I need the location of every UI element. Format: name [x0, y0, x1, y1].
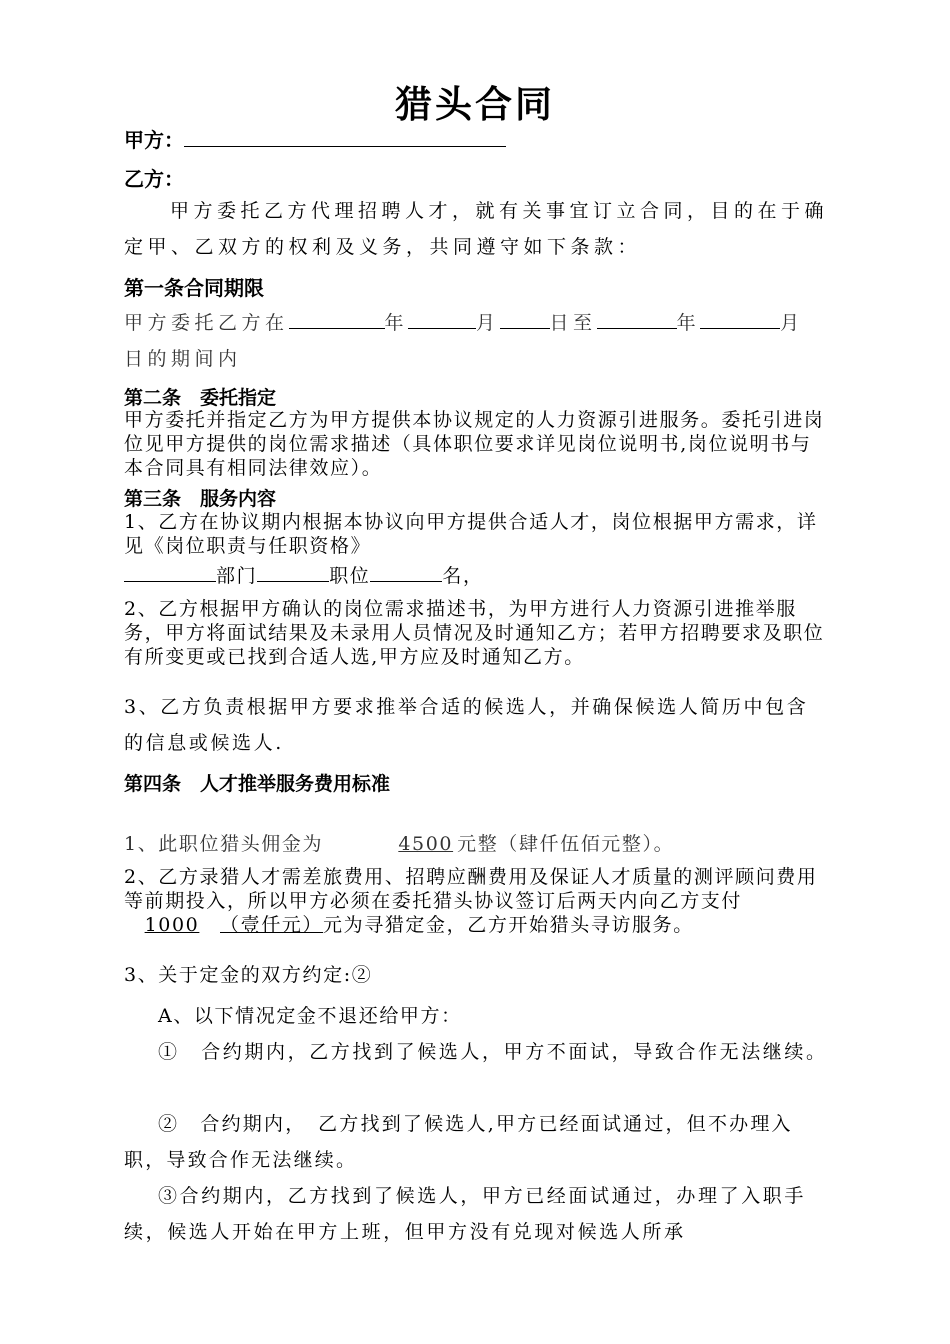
party-a-blank — [184, 125, 506, 147]
article4-case1: ① 合约期内，乙方找到了候选人，甲方不面试，导致合作无法继续。 — [158, 1041, 828, 1063]
article1-day-label: 日至 — [549, 312, 597, 334]
article4-heading: 第四条 人才推举服务费用标准 — [124, 773, 391, 795]
commission-amount: 4500 — [398, 833, 454, 855]
deposit-amount: 1000 — [144, 914, 200, 936]
date-blank — [597, 307, 677, 329]
article3-item2: 2、乙方根据甲方确认的岗位需求描述书，为甲方进行人力资源引进推举服务，甲方将面试结果及未录用人员情况及时通知乙方；若甲方招聘要求及职位有所变更或已找到合适人选,甲方应及时通知乙方。 — [124, 598, 825, 668]
article1-year-label: 年 — [384, 312, 409, 334]
date-blank — [700, 307, 780, 329]
article3-item1: 1、乙方在协议期内根据本协议向甲方提供合适人才，岗位根据甲方需求，详见《岗位职责与任职资格》 — [124, 511, 818, 557]
position-label: 职位 — [329, 565, 371, 587]
party-b-label: 乙方： — [124, 167, 184, 191]
article4-case3: ③合约期内，乙方找到了候选人，甲方已经面试通过，办理了入职手续，候选人开始在甲方上班，但甲方没有兑现对候选人所承 — [124, 1185, 807, 1243]
article3-heading: 第三条 服务内容 — [124, 488, 277, 510]
article2-heading: 第二条 委托指定 — [124, 387, 277, 409]
deposit-prefix: 2、乙方录猎人才需差旅费用、招聘应酬费用及保证人才质量的测评顾问费用等前期投入，所以甲方必须在委托猎头协议签订后两天内向乙方支付 — [124, 866, 818, 912]
article2-body: 甲方委托并指定乙方为甲方提供本协议规定的人力资源引进服务。委托引进岗位见甲方提供的岗位需求描述（具体职位要求详见岗位说明书,岗位说明书与本合同具有相同法律效应）。 — [124, 409, 825, 479]
article4-item3: 3、关于定金的双方约定:② — [124, 964, 373, 986]
commission-prefix: 1、此职位猎头佣金为 — [124, 833, 324, 855]
article3-position-line — [124, 560, 828, 588]
party-a-line — [124, 124, 828, 153]
article3-item3: 3、乙方负责根据甲方要求推举合适的候选人，并确保候选人简历中包含的信息或候选人. — [124, 696, 809, 754]
article4-case2: ② 合约期内， 乙方找到了候选人,甲方已经面试通过，但不办理入职，导致合作无法继续。 — [124, 1113, 793, 1171]
department-blank — [124, 560, 216, 582]
article1-text-start: 甲方委托乙方在 — [124, 312, 289, 334]
article1-month-label: 月 — [780, 312, 804, 334]
party-a-label: 甲方： — [124, 128, 184, 152]
date-blank — [500, 307, 550, 329]
position-blank — [257, 560, 329, 582]
article4-item-a: A、以下情况定金不退还给甲方： — [158, 1005, 462, 1027]
article1-year-label: 年 — [676, 312, 701, 334]
deposit-amount-words: （壹仟元） — [220, 914, 324, 936]
department-label: 部门 — [216, 565, 258, 587]
article4-item2 — [124, 865, 828, 937]
article1-text-end: 日的期间内 — [124, 348, 242, 370]
article1-heading: 第一条合同期限 — [124, 276, 264, 300]
article1-body — [124, 305, 828, 377]
commission-suffix: 元整（肆仟伍佰元整）。 — [457, 833, 675, 855]
count-label: 名， — [442, 565, 484, 587]
deposit-suffix: 元为寻猎定金，乙方开始猎头寻访服务。 — [323, 914, 694, 936]
count-blank — [370, 560, 442, 582]
article4-item1 — [124, 829, 828, 856]
date-blank — [408, 307, 476, 329]
document-title: 猎头合同 — [395, 82, 555, 126]
article1-month-label: 月 — [476, 312, 500, 334]
intro-paragraph: 甲方委托乙方代理招聘人才，就有关事宜订立合同，目的在于确定甲、乙双方的权利及义务，共同遵守如下条款： — [124, 200, 829, 258]
date-blank — [289, 307, 385, 329]
